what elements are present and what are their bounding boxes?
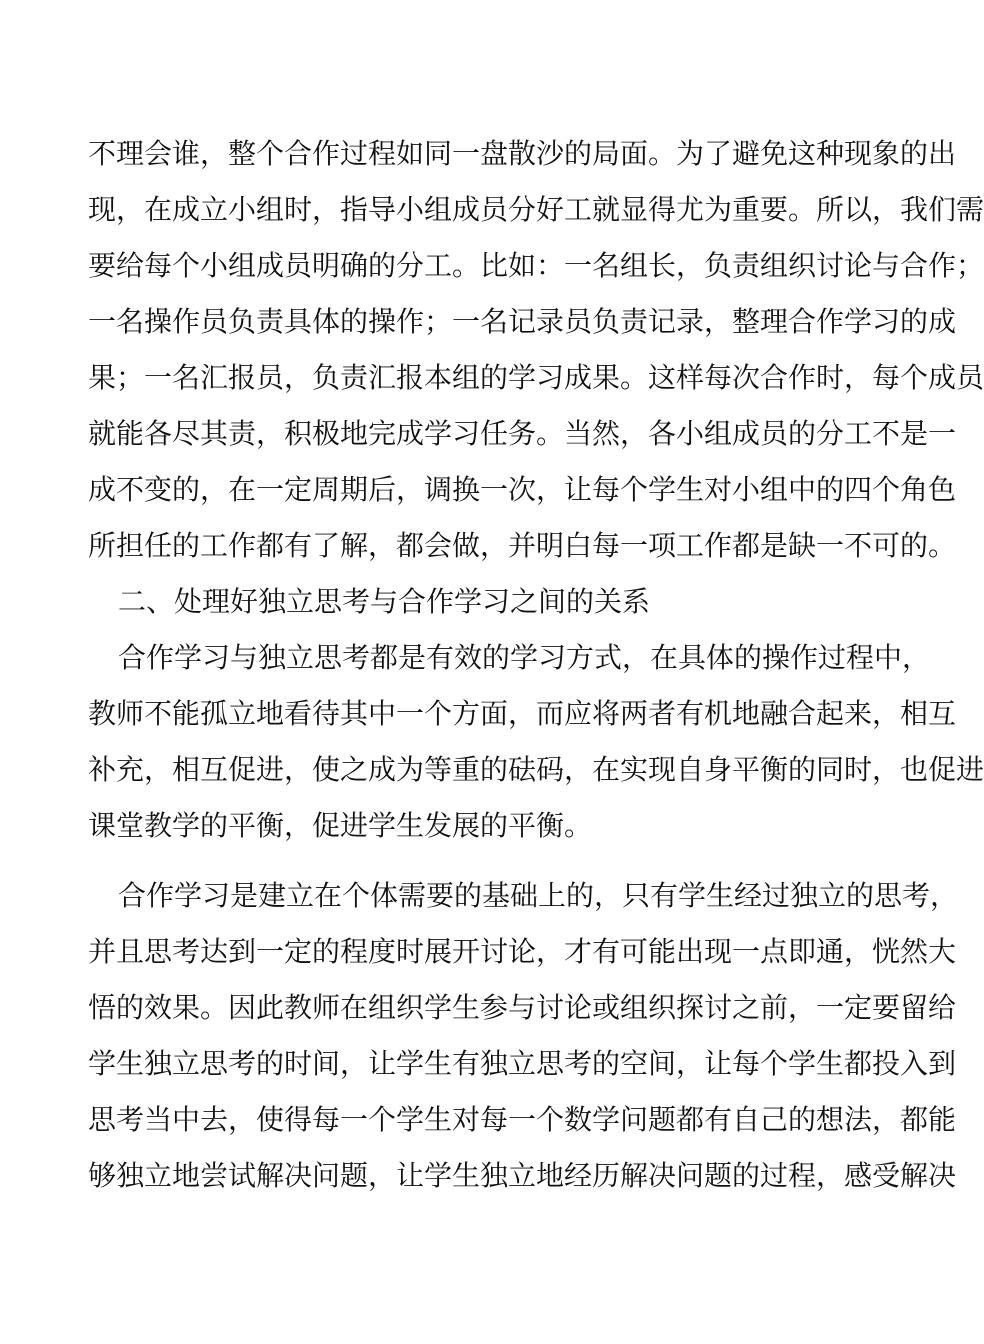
body-text-line: 学生独立思考的时间，让学生有独立思考的空间，让每个学生都投入到 bbox=[88, 1047, 957, 1080]
body-text-line: 不理会谁，整个合作过程如同一盘散沙的局面。为了避免这种现象的出 bbox=[88, 137, 957, 170]
body-text-line: 就能各尽其责，积极地完成学习任务。当然，各小组成员的分工不是一 bbox=[88, 417, 957, 450]
body-text-line: 要给每个小组成员明确的分工。比如：一名组长，负责组织讨论与合作； bbox=[88, 249, 984, 282]
body-text-line: 现，在成立小组时，指导小组成员分好工就显得尤为重要。所以，我们需 bbox=[88, 193, 984, 226]
body-text-line: 并且思考达到一定的程度时展开讨论，才有可能出现一点即通，恍然大 bbox=[88, 935, 957, 968]
body-text-line: 课堂教学的平衡，促进学生发展的平衡。 bbox=[88, 809, 593, 842]
body-text-line: 悟的效果。因此教师在组织学生参与讨论或组织探讨之前，一定要留给 bbox=[88, 991, 957, 1024]
body-text-line: 成不变的，在一定周期后，调换一次，让每个学生对小组中的四个角色 bbox=[88, 473, 957, 506]
body-text-line: 够独立地尝试解决问题，让学生独立地经历解决问题的过程，感受解决 bbox=[88, 1159, 957, 1192]
body-text-line: 所担任的工作都有了解，都会做，并明白每一项工作都是缺一不可的。 bbox=[88, 529, 957, 562]
body-text-line: 一名操作员负责具体的操作；一名记录员负责记录，整理合作学习的成 bbox=[88, 305, 957, 338]
body-text-line: 教师不能孤立地看待其中一个方面，而应将两者有机地融合起来，相互 bbox=[88, 697, 957, 730]
body-text-line: 思考当中去，使得每一个学生对每一个数学问题都有自己的想法，都能 bbox=[88, 1103, 957, 1136]
body-text-line: 果；一名汇报员，负责汇报本组的学习成果。这样每次合作时，每个成员 bbox=[88, 361, 984, 394]
body-text-line: 补充，相互促进，使之成为等重的砝码，在实现自身平衡的同时，也促进 bbox=[88, 753, 984, 786]
section-heading: 二、处理好独立思考与合作学习之间的关系 bbox=[118, 585, 651, 618]
body-text-line: 合作学习与独立思考都是有效的学习方式，在具体的操作过程中， bbox=[118, 641, 931, 674]
body-text-line: 合作学习是建立在个体需要的基础上的，只有学生经过独立的思考， bbox=[118, 879, 959, 912]
